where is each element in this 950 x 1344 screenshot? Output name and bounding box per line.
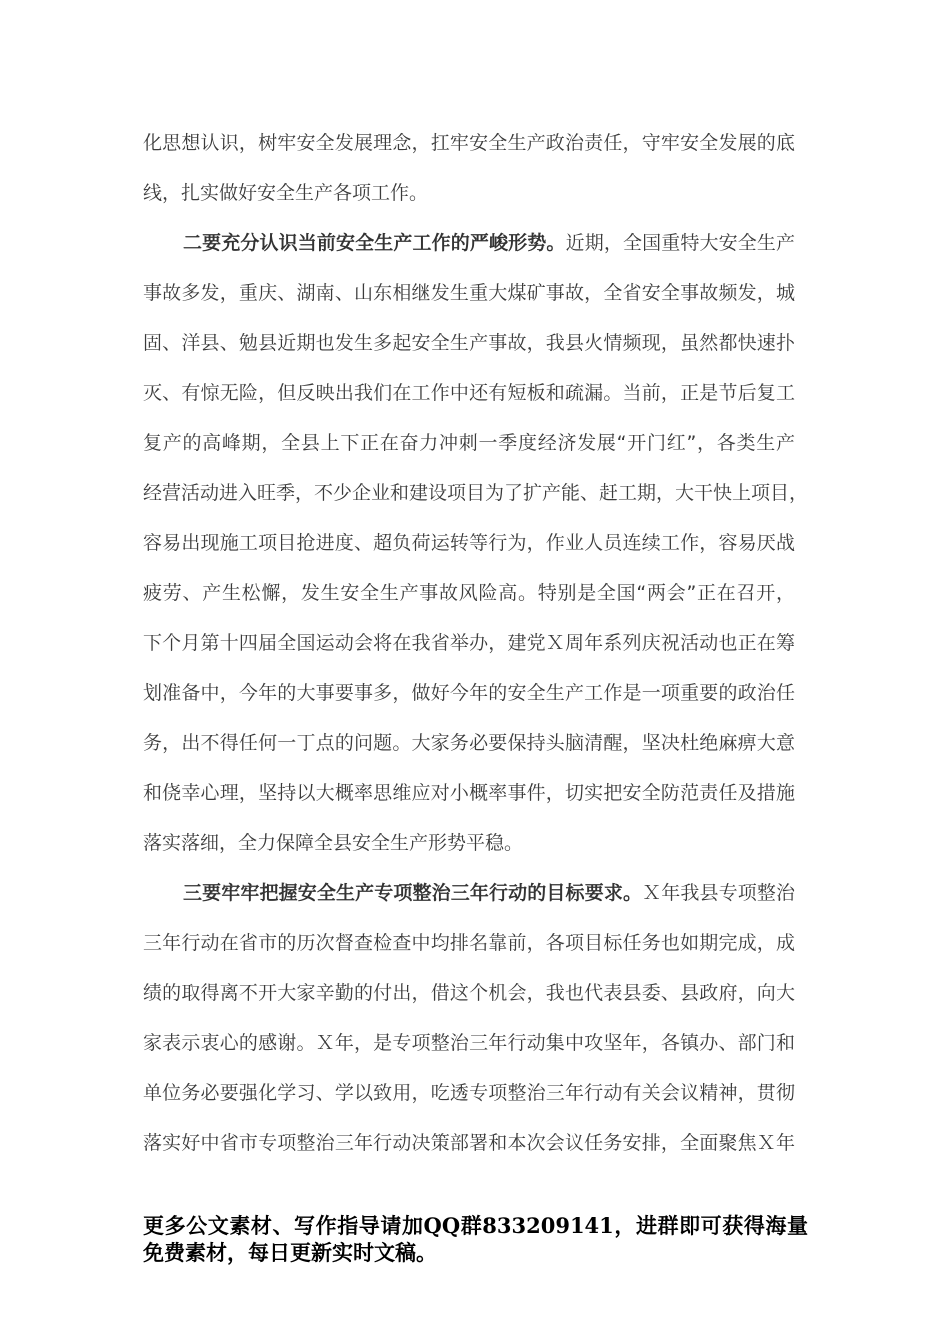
text-line: 落实好中省市专项整治三年行动决策部署和本次会议任务安排，全面聚焦Ｘ年 xyxy=(143,1132,795,1154)
footer-line: 更多公文素材、写作指导请加QQ群833209141，进群即可获得海量 xyxy=(143,1213,808,1238)
text-line: 三年行动在省市的历次督查检查中均排名靠前，各项目标任务也如期完成，成 xyxy=(143,932,795,954)
text-line: 复产的高峰期，全县上下正在奋力冲刺一季度经济发展“开门红”，各类生产 xyxy=(143,432,795,454)
text-line: 化思想认识，树牢安全发展理念，扛牢安全生产政治责任，守牢安全发展的底 xyxy=(143,132,795,154)
text-span: Ｘ年我县专项整治 xyxy=(642,882,795,904)
text-line: 固、洋县、勉县近期也发生多起安全生产事故，我县火情频现，虽然都快速扑 xyxy=(143,332,795,354)
text-line: 经营活动进入旺季，不少企业和建设项目为了扩产能、赶工期，大干快上项目， xyxy=(143,482,809,504)
text-span: 近期，全国重特大安全生产 xyxy=(565,232,795,254)
text-line: 疲劳、产生松懈，发生安全生产事故风险高。特别是全国“两会”正在召开， xyxy=(143,582,795,604)
paragraph-heading: 三要牢牢把握安全生产专项整治三年行动的目标要求。 xyxy=(183,882,643,904)
text-line: 划准备中，今年的大事要事多，做好今年的安全生产工作是一项重要的政治任 xyxy=(143,682,795,704)
text-line: 下个月第十四届全国运动会将在我省举办，建党Ｘ周年系列庆祝活动也正在筹 xyxy=(143,632,795,654)
text-line: 灭、有惊无险，但反映出我们在工作中还有短板和疏漏。当前，正是节后复工 xyxy=(143,382,795,404)
footer-line: 免费素材，每日更新实时文稿。 xyxy=(143,1240,437,1265)
text-line: 容易出现施工项目抢进度、超负荷运转等行为，作业人员连续工作，容易厌战 xyxy=(143,532,795,554)
text-line: 事故多发，重庆、湖南、山东相继发生重大煤矿事故，全省安全事故频发，城 xyxy=(143,282,795,304)
text-line: 家表示衷心的感谢。Ｘ年，是专项整治三年行动集中攻坚年，各镇办、部门和 xyxy=(143,1032,795,1054)
text-line: 单位务必要强化学习、学以致用，吃透专项整治三年行动有关会议精神，贯彻 xyxy=(143,1082,795,1104)
text-line: 落实落细，全力保障全县安全生产形势平稳。 xyxy=(143,832,524,854)
paragraph-first-line xyxy=(143,229,795,279)
document-body xyxy=(143,129,809,1179)
text-line: 绩的取得离不开大家辛勤的付出，借这个机会，我也代表县委、县政府，向大 xyxy=(143,982,795,1004)
text-line: 务，出不得任何一丁点的问题。大家务必要保持头脑清醒，坚决杜绝麻痹大意 xyxy=(143,732,795,754)
paragraph-first-line xyxy=(143,879,795,929)
promo-footer xyxy=(143,1212,808,1266)
paragraph-heading: 二要充分认识当前安全生产工作的严峻形势。 xyxy=(183,232,566,254)
text-line: 和侥幸心理，坚持以大概率思维应对小概率事件，切实把安全防范责任及措施 xyxy=(143,782,795,804)
text-line: 线，扎实做好安全生产各项工作。 xyxy=(143,182,429,204)
